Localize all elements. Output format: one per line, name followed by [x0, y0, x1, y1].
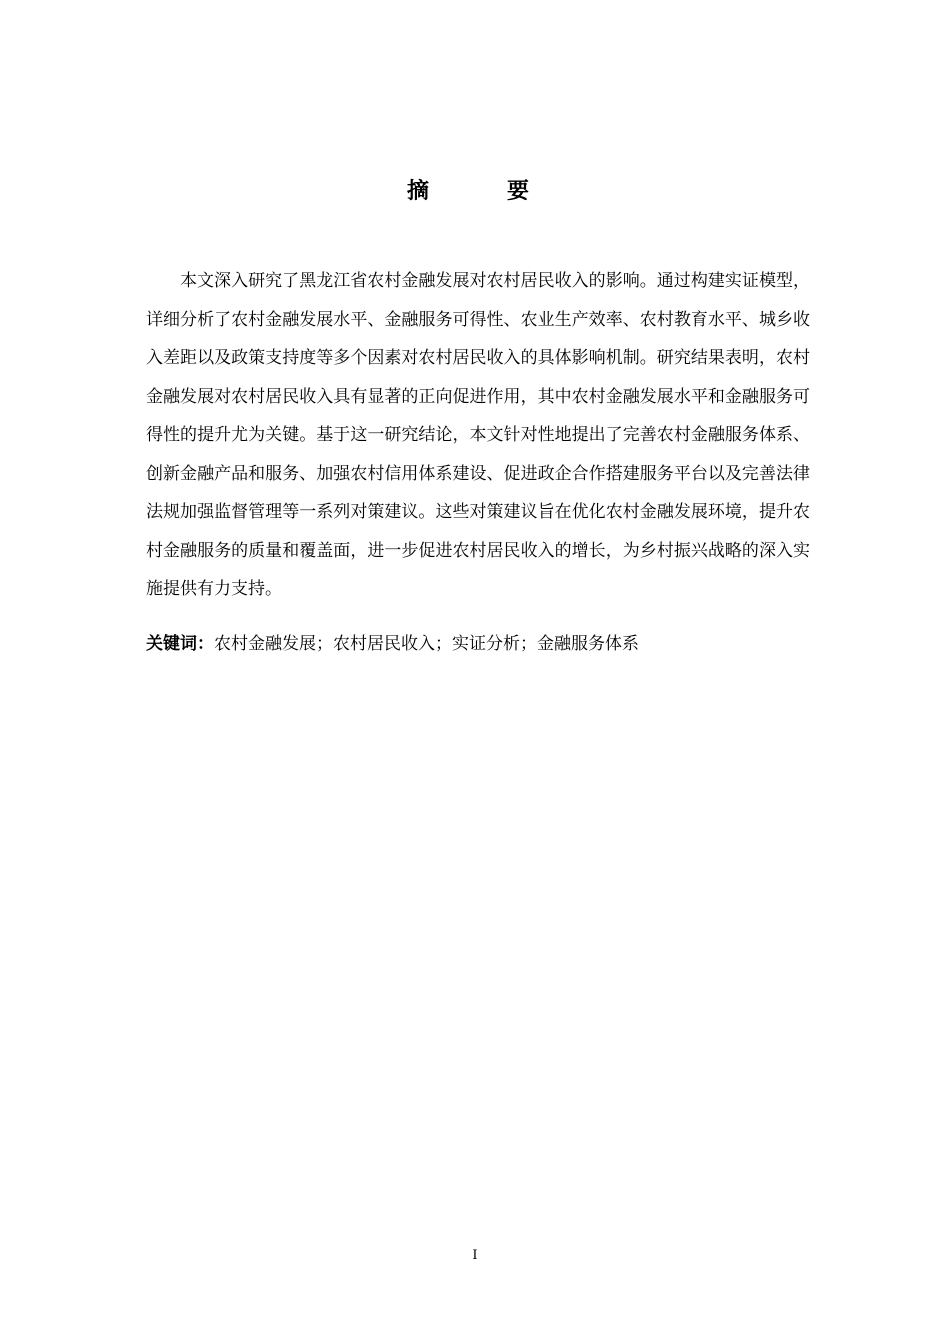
abstract-body: 本文深入研究了黑龙江省农村金融发展对农村居民收入的影响。通过构建实证模型，详细分析了农村金融发展水平、金融服务可得性、农业生产效率、农村教育水平、城乡收入差距以及政策支持度等多个因素对农村居民收入的具体影响机制。研究结果表明，农村金融发展对农村居民收入具有显著的正向促进作用，其中农村金融发展水平和金融服务可得性的提升尤为关键。基于这一研究结论，本文针对性地提出了完善农村金融服务体系、创新金融产品和服务、加强农村信用体系建设、促进政企合作搭建服务平台以及完善法律法规加强监督管理等一系列对策建议。这些对策建议旨在优化农村金融发展环境，提升农村金融服务的质量和覆盖面，进一步促进农村居民收入的增长，为乡村振兴战略的深入实施提供有力支持。 — [146, 271, 810, 599]
keywords-label: 关键词： — [146, 634, 214, 654]
keywords-text: 农村金融发展；农村居民收入；实证分析；金融服务体系 — [214, 634, 639, 654]
page-number: I — [472, 1248, 478, 1263]
keywords-line — [146, 629, 810, 659]
abstract-title: 摘 要 — [406, 179, 557, 204]
